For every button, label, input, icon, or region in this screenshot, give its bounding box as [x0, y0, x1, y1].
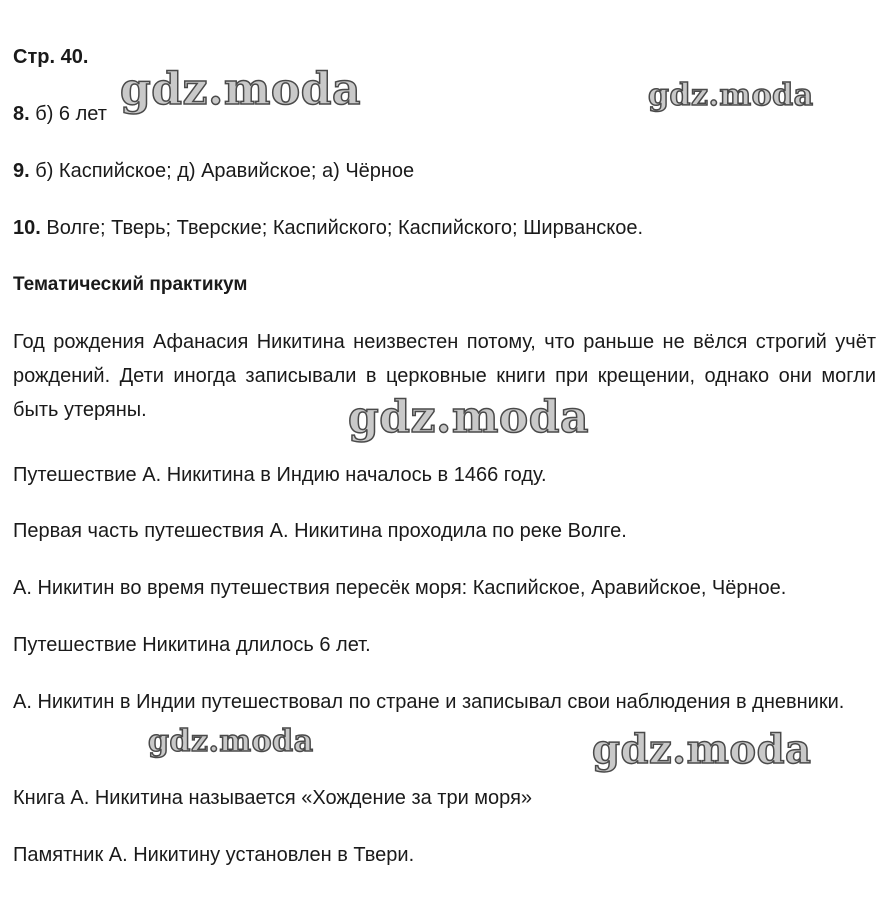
paragraph-journey-start: Путешествие А. Никитина в Индию началось в 1466 году.	[13, 464, 547, 486]
answer-10-number: 10.	[13, 217, 41, 239]
watermark: gdz.moda	[348, 392, 590, 443]
paragraph-seas: А. Никитин во время путешествия пересёк моря: Каспийское, Аравийское, Чёрное.	[13, 577, 787, 599]
paragraph-india: А. Никитин в Индии путешествовал по стране и записывал свои наблюдения в дневники.	[13, 691, 845, 713]
answer-8-number: 8.	[13, 103, 30, 125]
page-reference: Стр. 40.	[13, 46, 89, 68]
paragraph-birth-year: Год рождения Афанасия Никитина неизвестен потому, что раньше не вёлся строгий учёт рождений. Дети иногда записывали в церковные книги при крещении, однако они могли быть утеряны.	[13, 331, 876, 421]
watermark: gdz.moda	[592, 726, 812, 773]
paragraph-monument: Памятник А. Никитину установлен в Твери.	[13, 844, 415, 866]
answer-10	[13, 211, 643, 245]
paragraph-book: Книга А. Никитина называется «Хождение за три моря»	[13, 787, 533, 809]
answer-9-number: 9.	[13, 160, 30, 182]
answer-10-text: Волге; Тверь; Тверские; Каспийского; Каспийского; Ширванское.	[40, 217, 644, 239]
watermark: gdz.moda	[648, 78, 814, 113]
section-heading: Тематический практикум	[13, 274, 248, 295]
answer-8-text: б) 6 лет	[29, 103, 107, 125]
watermark: gdz.moda	[120, 64, 362, 115]
answer-9	[13, 154, 414, 188]
paragraph-duration: Путешествие Никитина длилось 6 лет.	[13, 634, 371, 656]
answer-9-text: б) Каспийское; д) Аравийское; а) Чёрное	[29, 160, 415, 182]
paragraph-volga: Первая часть путешествия А. Никитина проходила по реке Волге.	[13, 520, 627, 542]
watermark: gdz.moda	[148, 724, 314, 759]
answer-8	[13, 97, 107, 131]
